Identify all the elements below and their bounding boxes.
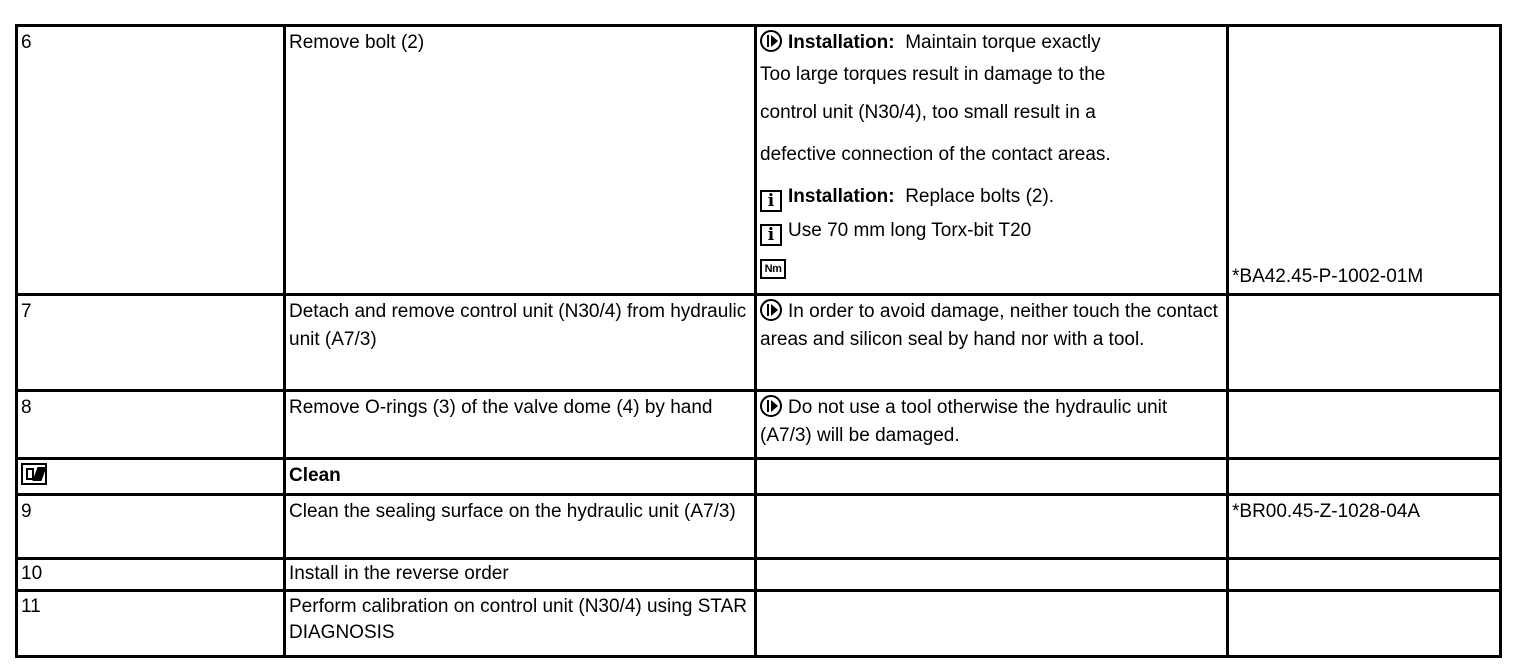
info-icon: i bbox=[760, 224, 782, 246]
torque-nm-icon: Nm bbox=[760, 259, 786, 279]
reference-code: *BA42.45-P-1002-01M bbox=[1232, 266, 1424, 287]
step-notes bbox=[756, 295, 1228, 391]
table-row bbox=[17, 26, 1501, 295]
table-row bbox=[17, 559, 1501, 591]
installation-text: Maintain torque exactly bbox=[905, 32, 1101, 53]
step-reference bbox=[1228, 295, 1501, 391]
step-notes bbox=[756, 559, 1228, 591]
step-number bbox=[17, 459, 285, 495]
section-heading: Clean bbox=[285, 459, 756, 495]
step-reference bbox=[1228, 559, 1501, 591]
table-row bbox=[17, 495, 1501, 559]
table-row bbox=[17, 591, 1501, 657]
clean-section-icon bbox=[21, 463, 47, 485]
step-number: 8 bbox=[17, 391, 285, 459]
step-reference: *BR00.45-Z-1028-04A bbox=[1228, 495, 1501, 559]
tool-text: Use 70 mm long Torx-bit T20 bbox=[788, 220, 1032, 241]
step-action: Perform calibration on control unit (N30/4) using STAR DIAGNOSIS bbox=[285, 591, 756, 657]
table-row bbox=[17, 391, 1501, 459]
installation-label: Installation: bbox=[788, 32, 895, 53]
step-action: Clean the sealing surface on the hydraulic unit (A7/3) bbox=[285, 495, 756, 559]
info-icon: i bbox=[760, 190, 782, 212]
torque-line: control unit (N30/4), too small result in a bbox=[760, 102, 1096, 123]
step-number: 7 bbox=[17, 295, 285, 391]
note-text: Do not use a tool otherwise the hydraulic unit (A7/3) will be damaged. bbox=[760, 397, 1168, 446]
step-notes bbox=[756, 459, 1228, 495]
step-action: Install in the reverse order bbox=[285, 559, 756, 591]
step-reference bbox=[1228, 591, 1501, 657]
step-action: Remove O-rings (3) of the valve dome (4) by hand bbox=[285, 391, 756, 459]
step-notes bbox=[756, 26, 1228, 295]
step-notes bbox=[756, 391, 1228, 459]
step-reference bbox=[1228, 459, 1501, 495]
replace-label: Installation: bbox=[788, 186, 895, 207]
step-reference bbox=[1228, 391, 1501, 459]
step-notes bbox=[756, 495, 1228, 559]
step-action: Remove bolt (2) bbox=[285, 26, 756, 295]
step-notes bbox=[756, 591, 1228, 657]
warning-arrow-icon bbox=[760, 395, 782, 417]
warning-arrow-icon bbox=[760, 30, 782, 52]
note-text: In order to avoid damage, neither touch the contact areas and silicon seal by hand nor with a tool. bbox=[760, 301, 1218, 350]
step-number: 10 bbox=[17, 559, 285, 591]
table-row bbox=[17, 295, 1501, 391]
step-action: Detach and remove control unit (N30/4) from hydraulic unit (A7/3) bbox=[285, 295, 756, 391]
procedure-table bbox=[15, 24, 1502, 658]
step-number: 6 bbox=[17, 26, 285, 295]
step-reference bbox=[1228, 26, 1501, 295]
step-number: 11 bbox=[17, 591, 285, 657]
torque-line: Too large torques result in damage to the bbox=[760, 64, 1106, 85]
step-number: 9 bbox=[17, 495, 285, 559]
warning-arrow-icon bbox=[760, 299, 782, 321]
torque-line: defective connection of the contact areas. bbox=[760, 144, 1111, 165]
table-row bbox=[17, 459, 1501, 495]
replace-text: Replace bolts (2). bbox=[905, 186, 1055, 207]
